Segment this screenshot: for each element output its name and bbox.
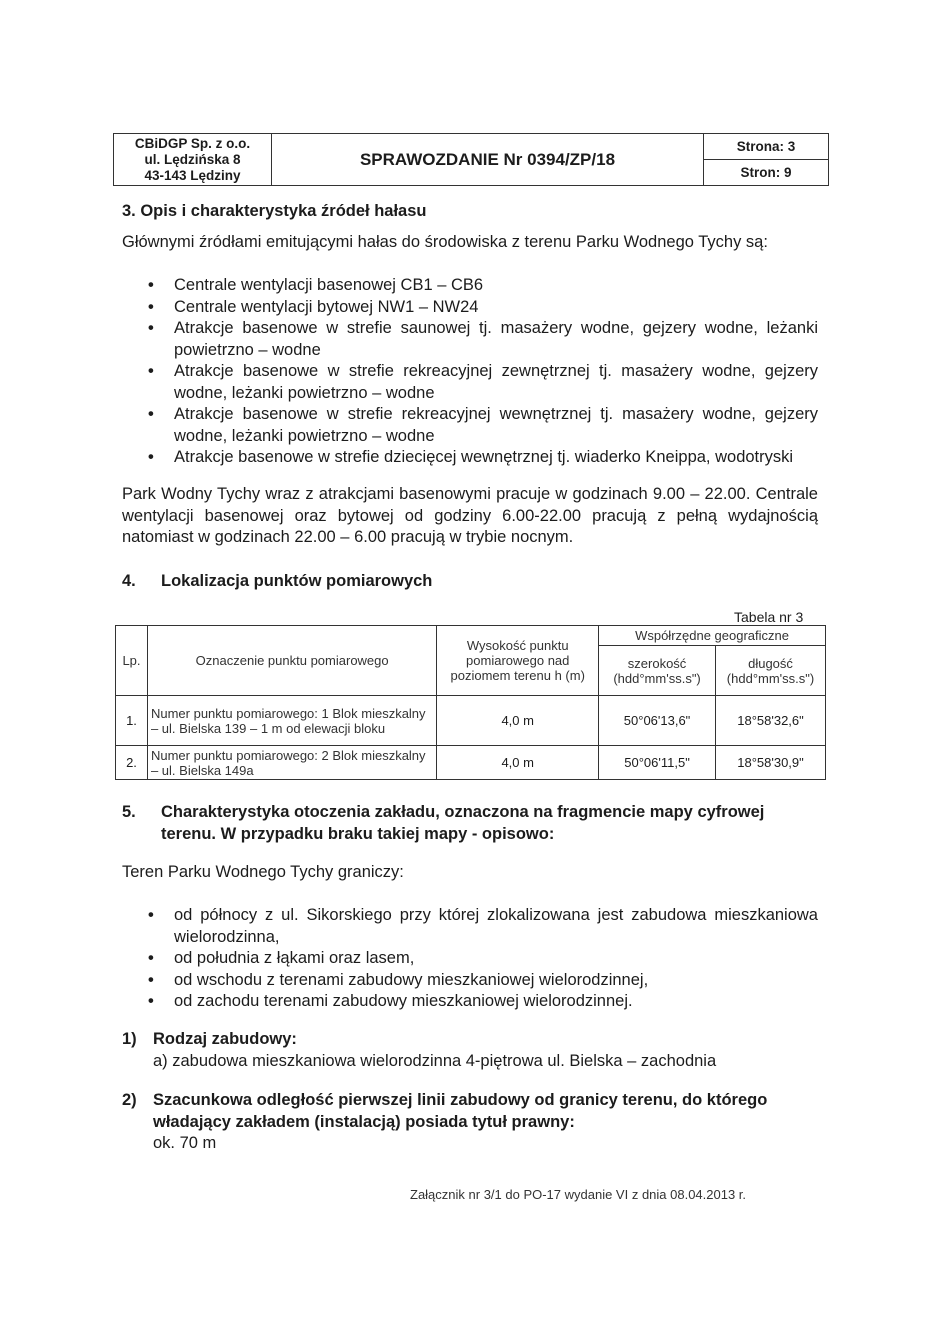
company-info [114,134,272,185]
section5-number: 5. [122,803,136,821]
cell-height: 4,0 m [437,696,599,746]
building-type-item [122,1029,822,1072]
section3-source-list [148,275,818,469]
table-row [116,696,826,746]
list-item: • od zachodu terenami zabudowy mieszkaniowej wielorodzinnej. [148,992,633,1010]
section4-heading: Lokalizacja punktów pomiarowych [161,572,433,590]
list-item: • Atrakcje basenowe w strefie rekreacyjnej wewnętrznej tj. masażery wodne, gejzery wodne, leżanki powietrzno – wodne [148,405,818,445]
header-point-name: Oznaczenie punktu pomiarowego [147,626,436,696]
item-heading: Szacunkowa odległość pierwszej linii zabudowy od granicy terenu, do którego władający zakładem (instalacją) posiada tytuł prawny: [153,1091,768,1131]
list-item: • Atrakcje basenowe w strefie dziecięcej wewnętrznej tj. wiaderko Kneippa, wodotryski [148,448,794,466]
section5-heading: Charakterystyka otoczenia zakładu, oznaczona na fragmencie mapy cyfrowej terenu. W przypadku braku takiej mapy - opisowo: [161,803,765,843]
list-item: • od południa z łąkami oraz lasem, [148,949,415,967]
table-row [116,746,826,780]
page-count: Stron: 9 [740,165,792,180]
list-item: • Centrale wentylacji basenowej CB1 – CB6 [148,276,484,294]
cell-point-name: Numer punktu pomiarowego: 2 Blok mieszkalny – ul. Bielska 149a [147,746,436,780]
item-text: a) zabudowa mieszkaniowa wielorodzinna 4-piętrowa ul. Bielska – zachodnia [153,1051,717,1070]
item-heading: Rodzaj zabudowy: [153,1030,297,1048]
company-name: CBiDGP Sp. z o.o. [134,136,251,151]
section5-intro: Teren Parku Wodnego Tychy graniczy: [122,863,404,881]
company-street: ul. Lędzińska 8 [144,152,241,167]
item-text: ok. 70 m [153,1134,217,1152]
list-item: • Atrakcje basenowe w strefie rekreacyjnej zewnętrznej tj. masażery wodne, gejzery wodne, leżanki powietrzno – wodne [148,362,818,402]
footer-note: Załącznik nr 3/1 do PO-17 wydanie VI z dnia 08.04.2013 r. [410,1187,747,1202]
cell-height: 4,0 m [437,746,599,780]
cell-point-name: Numer punktu pomiarowego: 1 Blok mieszkalny – ul. Bielska 139 – 1 m od elewacji bloku [147,696,436,746]
header-latitude: szerokość (hdd°mm'ss.s") [599,646,716,696]
cell-latitude: 50°06'11,5" [599,746,716,780]
company-city: 43-143 Lędziny [144,168,241,183]
section3-closing: Park Wodny Tychy wraz z atrakcjami basenowymi pracuje w godzinach 9.00 – 22.00. Centrale wentylacji basenowej oraz bytowej od godziny 6.00-22.00 pracują z pełną wydajnością natomiast w godzinach 22.00 – 6.00 pracują w trybie nocnym. [122,485,818,546]
item-number: 2) [122,1091,137,1109]
section4-number: 4. [122,572,136,590]
list-item: • od północy z ul. Sikorskiego przy której zlokalizowana jest zabudowa mieszkaniowa wielorodzinna, [148,906,818,946]
list-item: • Atrakcje basenowe w strefie saunowej tj. masażery wodne, gejzery wodne, leżanki powietrzno – wodne [148,319,818,359]
page-info [703,134,828,185]
cell-lp: 2. [116,746,148,780]
cell-latitude: 50°06'13,6" [599,696,716,746]
header-height: Wysokość punktu pomiarowego nad poziomem terenu h (m) [437,626,599,696]
item-number: 1) [122,1030,137,1048]
report-header [113,133,829,186]
header-coordinates: Współrzędne geograficzne [599,626,826,646]
section3-heading: 3. Opis i charakterystyka źródeł hałasu [122,202,427,220]
header-lp: Lp. [116,626,148,696]
cell-longitude: 18°58'32,6" [716,696,826,746]
cell-longitude: 18°58'30,9" [716,746,826,780]
table-caption: Tabela nr 3 [734,609,804,625]
page-number: Strona: 3 [704,134,828,160]
distance-item [122,1090,822,1155]
report-title: SPRAWOZDANIE Nr 0394/ZP/18 [359,150,616,169]
section3-intro: Głównymi źródłami emitującymi hałas do środowiska z terenu Parku Wodnego Tychy są: [122,233,768,251]
header-longitude: długość (hdd°mm'ss.s") [716,646,826,696]
section5-border-list [148,905,818,1013]
measurement-points-table [115,625,826,780]
list-item: • Centrale wentylacji bytowej NW1 – NW24 [148,297,479,316]
list-item: • od wschodu z terenami zabudowy mieszkaniowej wielorodzinnej, [148,970,649,989]
cell-lp: 1. [116,696,148,746]
